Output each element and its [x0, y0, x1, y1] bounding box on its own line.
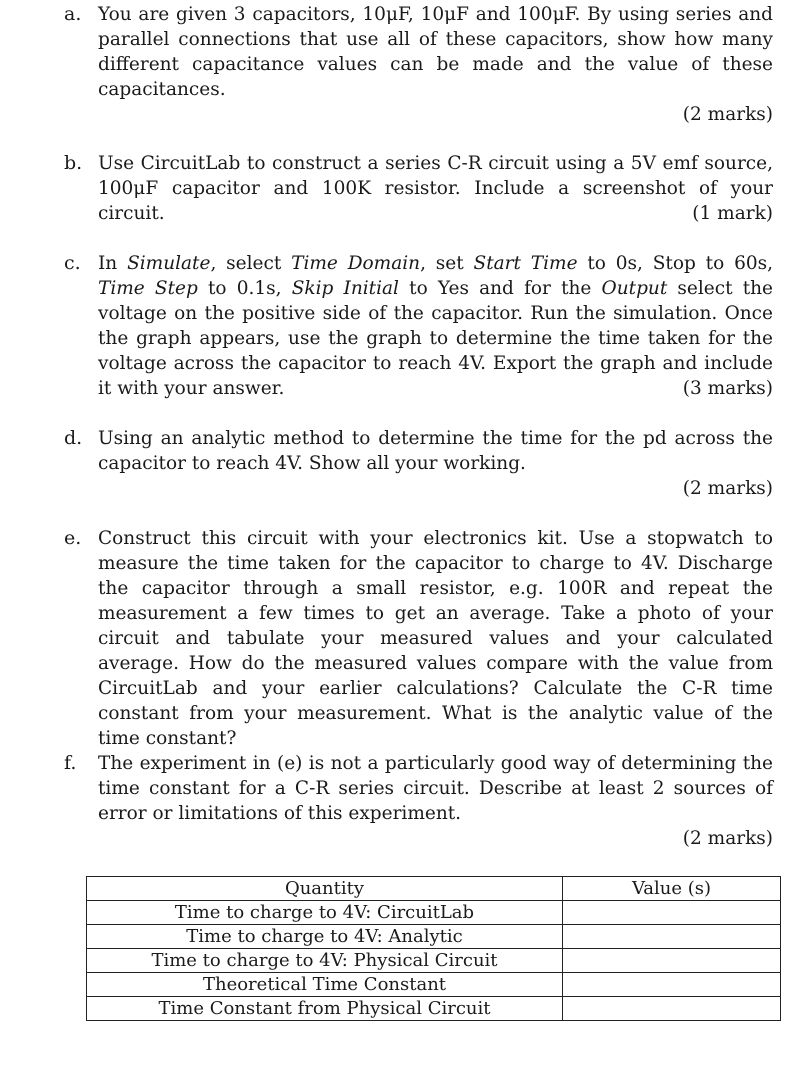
text-run: , select — [210, 253, 292, 274]
text-run: Construct this circuit with your electronics kit. Use a stopwatch to measure the time taken for the capacitor to charge to 4V. Discharge the capacitor through a small resistor, e.g. 100R and repeat the measurement a few times to get an average. Take a photo of your circuit and tabulate your measured values and your calculated average. How do the measured values compare with the value from CircuitLab and your earlier calculations? Calculate the C-R time constant from your measurement. What is the analytic value of the time constant? — [98, 528, 773, 749]
column-header-value: Value (s) — [563, 877, 781, 901]
marks-label: (2 marks) — [682, 478, 773, 499]
question-letter: b. — [64, 152, 83, 174]
marks-label: (1 mark) — [692, 203, 773, 224]
value-cell[interactable] — [563, 973, 781, 997]
question-text — [98, 251, 773, 401]
question-letter: f. — [64, 752, 77, 774]
italic-term: Time Step — [98, 278, 198, 299]
table-row — [87, 997, 781, 1021]
table-row — [87, 949, 781, 973]
text-run: to Yes and for the — [398, 278, 602, 299]
question-letter: d. — [64, 427, 83, 449]
question-text — [98, 2, 773, 102]
value-cell[interactable] — [563, 949, 781, 973]
question-letter: c. — [64, 252, 81, 274]
text-run: , set — [420, 253, 474, 274]
question-text — [98, 526, 773, 751]
table-row — [87, 901, 781, 925]
question-text — [98, 151, 773, 226]
text-run: The experiment in (e) is not a particularly good way of determining the time constant for a C-R series circuit. Describe at least 2 sources of error or limitations of this experiment. — [98, 753, 773, 824]
text-run: Use CircuitLab to construct a series C-R circuit using a 5V emf source, 100μF capacitor and 100K resistor. Include a screenshot of your circuit. — [98, 153, 773, 224]
marks-label: (3 marks) — [682, 378, 773, 399]
italic-term: Simulate — [127, 253, 211, 274]
italic-term: Time Domain — [291, 253, 421, 274]
quantity-cell: Time Constant from Physical Circuit — [87, 997, 563, 1021]
table-row — [87, 925, 781, 949]
question-text — [98, 751, 773, 826]
value-cell[interactable] — [563, 901, 781, 925]
column-header-quantity: Quantity — [87, 877, 563, 901]
table-row — [87, 973, 781, 997]
text-run: to 0s, Stop to 60s, — [577, 253, 773, 274]
italic-term: Skip Initial — [291, 278, 399, 299]
quantity-cell: Time to charge to 4V: Analytic — [87, 925, 563, 949]
question-letter: e. — [64, 527, 82, 549]
italic-term: Start Time — [473, 253, 578, 274]
results-table — [86, 876, 781, 1021]
value-cell[interactable] — [563, 925, 781, 949]
italic-term: Output — [601, 278, 668, 299]
marks-label: (2 marks) — [682, 828, 773, 849]
question-text — [98, 426, 773, 476]
text-run: select the voltage on the positive side of the capacitor. Run the simulation. Once the graph appears, use the graph to determine the time taken for the voltage across the capacitor to reach 4V. Export the graph and include it with your answer. — [98, 278, 774, 399]
quantity-cell: Time to charge to 4V: CircuitLab — [87, 901, 563, 925]
question-letter: a. — [64, 3, 82, 25]
quantity-cell: Theoretical Time Constant — [87, 973, 563, 997]
text-run: Using an analytic method to determine the time for the pd across the capacitor to reach 4V. Show all your working. — [98, 428, 773, 474]
value-cell[interactable] — [563, 997, 781, 1021]
text-run: You are given 3 capacitors, 10μF, 10μF and 100μF. By using series and parallel connections that use all of these capacitors, show how many different capacitance values can be made and the value of these capacitances. — [98, 4, 773, 100]
table-header-row — [87, 877, 781, 901]
text-run: In — [98, 253, 128, 274]
text-run: to 0.1s, — [197, 278, 292, 299]
quantity-cell: Time to charge to 4V: Physical Circuit — [87, 949, 563, 973]
marks-label: (2 marks) — [682, 104, 773, 125]
